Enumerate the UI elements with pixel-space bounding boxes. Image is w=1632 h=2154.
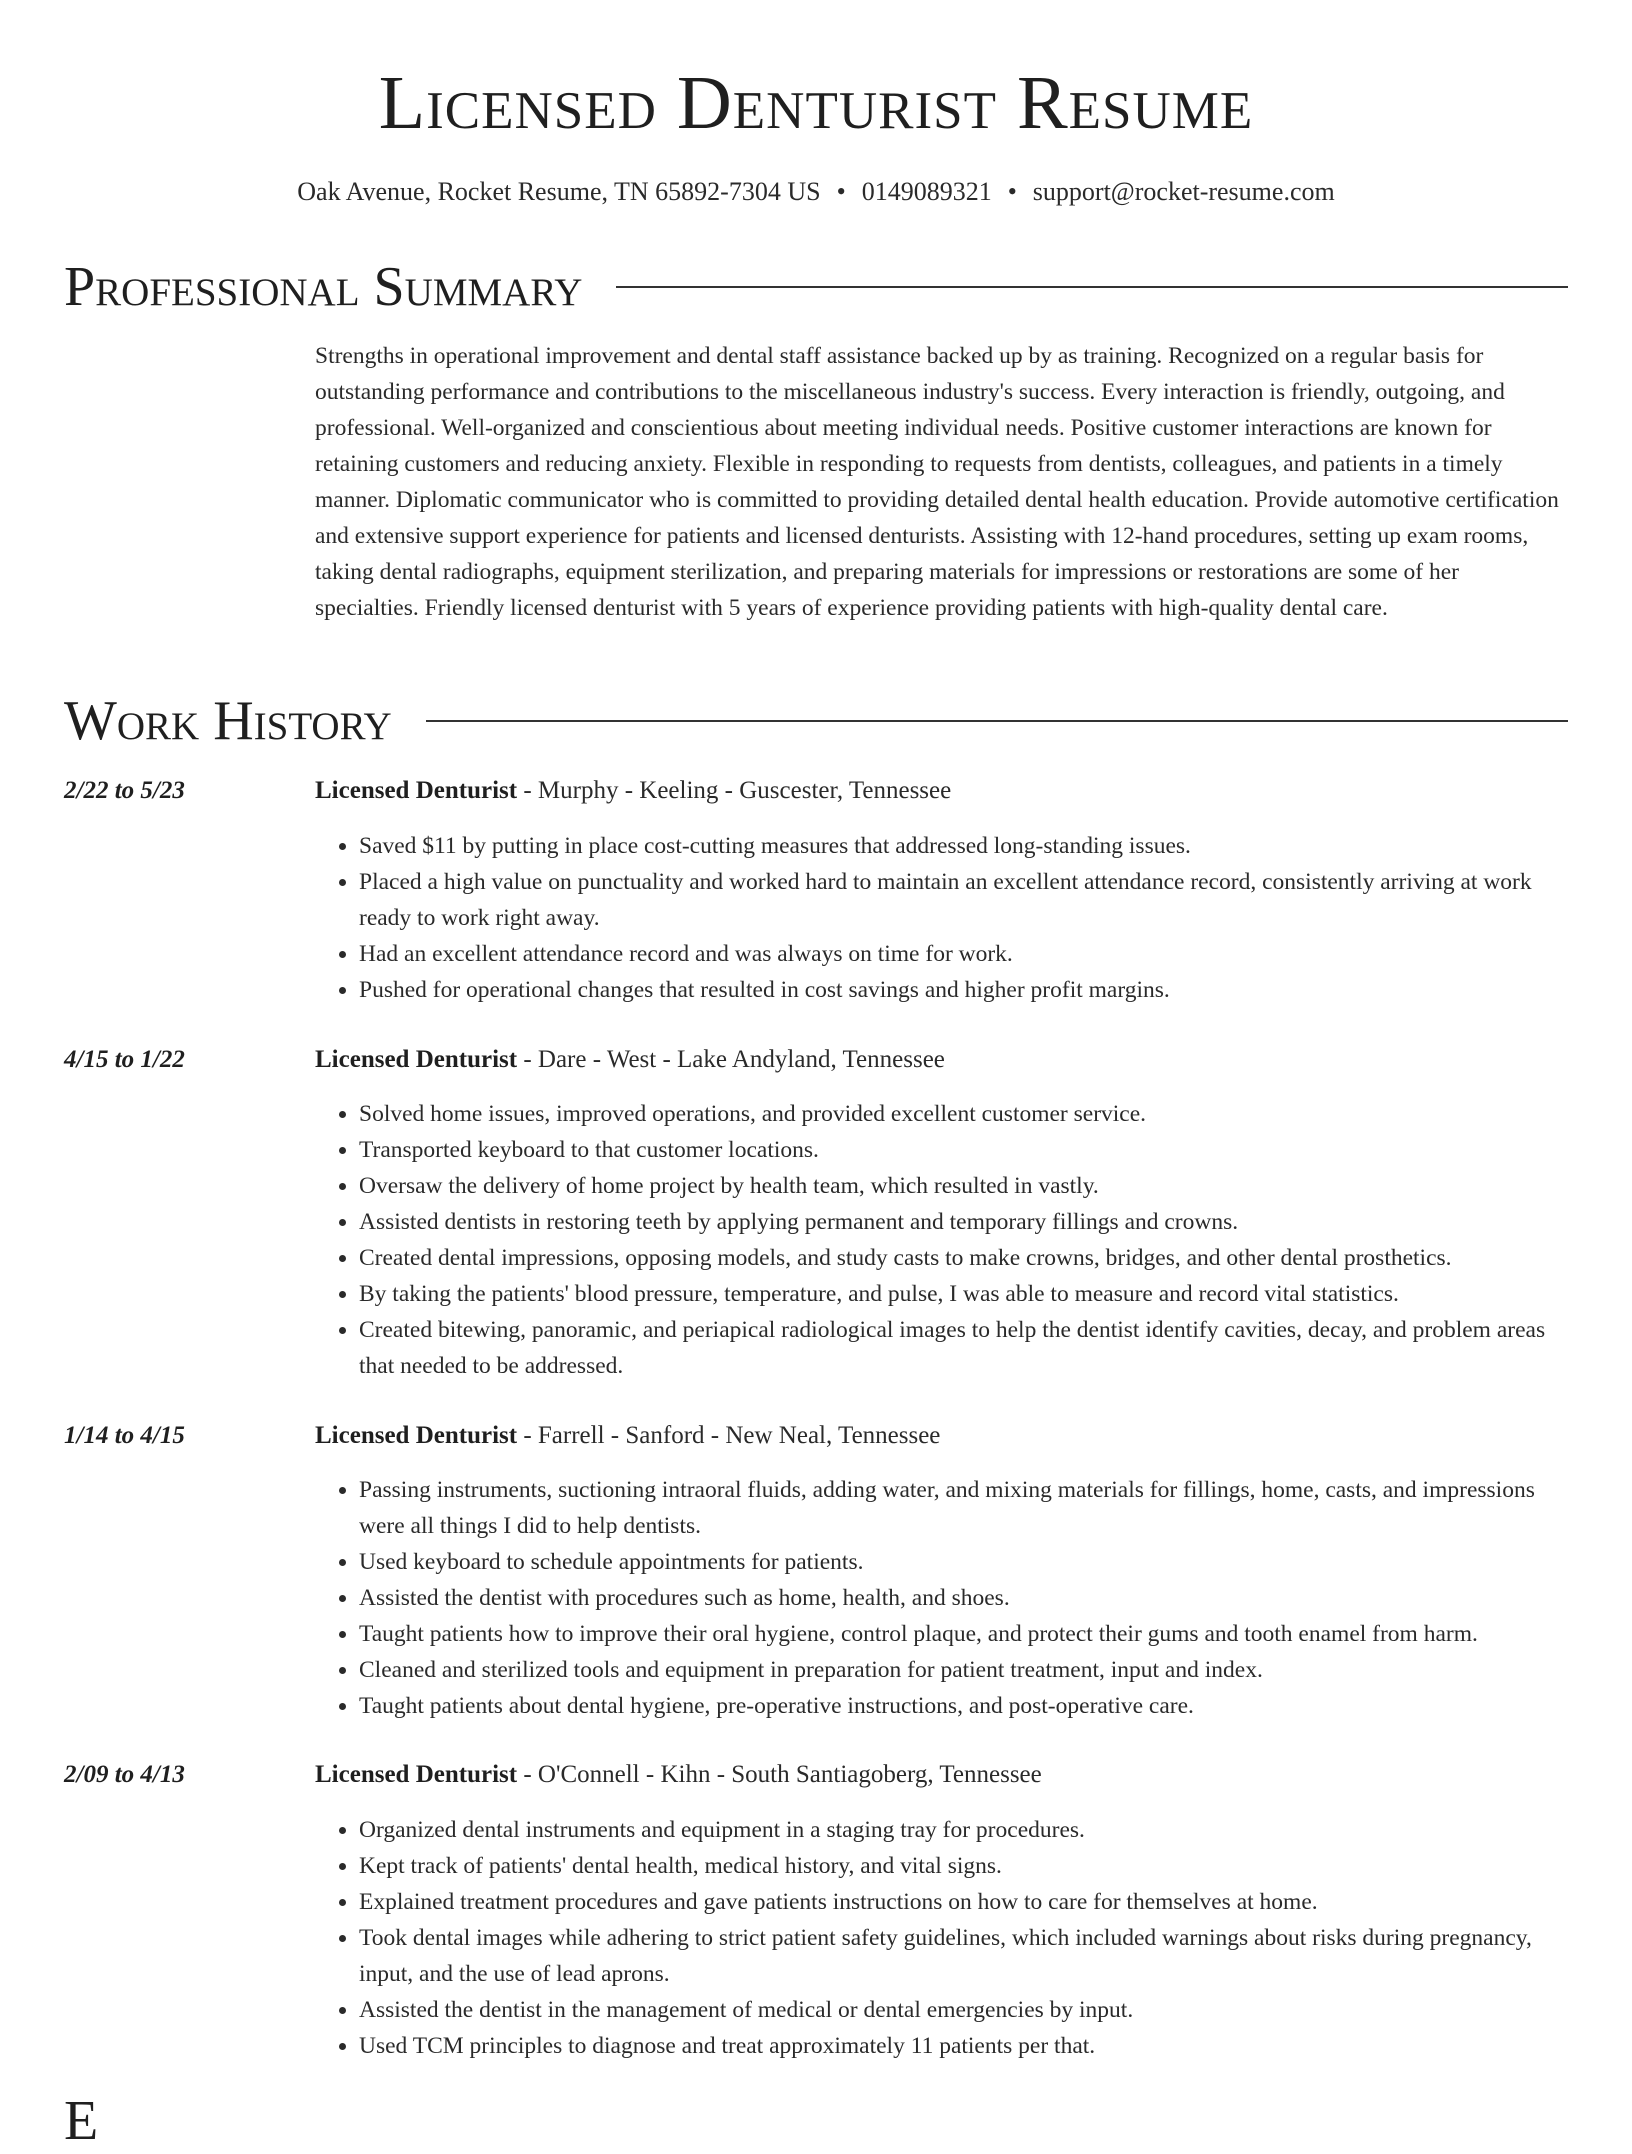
- job-header: [315, 1043, 945, 1077]
- list-item: • Passing instruments, suctioning intraoral fluids, adding water, and mixing materials for fillings, home, casts, and impressions were all things I did to help dentists.: [359, 1472, 1568, 1544]
- job-title: Licensed Denturist: [315, 1046, 518, 1073]
- job-bullets: [315, 828, 1568, 1008]
- job-title: Licensed Denturist: [315, 777, 518, 804]
- job-employer-location: - Murphy - Keeling - Guscester, Tennessee: [517, 777, 952, 804]
- section-title: Work History: [64, 690, 392, 752]
- section-header-professional-summary: [64, 254, 1568, 320]
- resume-title: Licensed Denturist Resume: [378, 61, 1254, 145]
- list-item: • Kept track of patients' dental health, medical history, and vital signs.: [359, 1848, 1568, 1884]
- list-item: • Placed a high value on punctuality and worked hard to maintain an excellent attendance record, consistently arriving at work ready to work right away.: [359, 864, 1568, 936]
- list-item: • Explained treatment procedures and gave patients instructions on how to care for themselves at home.: [359, 1884, 1568, 1920]
- contact-address: Oak Avenue, Rocket Resume, TN 65892-7304 US: [297, 177, 821, 206]
- list-item: • Taught patients how to improve their oral hygiene, control plaque, and protect their gums and tooth enamel from harm.: [359, 1616, 1568, 1652]
- contact-phone: 0149089321: [861, 177, 992, 206]
- job-dates: 1/14 to 4/15: [64, 1422, 185, 1449]
- job-employer-location: - O'Connell - Kihn - South Santiagoberg, Tennessee: [517, 1761, 1042, 1788]
- contact-email[interactable]: support@rocket-resume.com: [1032, 177, 1335, 206]
- contact-separator: •: [836, 177, 846, 206]
- job-dates: 2/09 to 4/13: [64, 1761, 185, 1788]
- section-divider: [426, 720, 1568, 722]
- job-header: [315, 774, 951, 808]
- section-title-partial: E: [64, 2090, 99, 2152]
- contact-line: [0, 176, 1632, 208]
- list-item: • Solved home issues, improved operations, and provided excellent customer service.: [359, 1096, 1568, 1132]
- list-item: • Assisted the dentist in the management of medical or dental emergencies by input.: [359, 1992, 1568, 2028]
- job-bullets: [315, 1096, 1568, 1384]
- list-item: • Pushed for operational changes that resulted in cost savings and higher profit margins.: [359, 972, 1568, 1008]
- professional-summary-text: Strengths in operational improvement and dental staff assistance backed up by as training. Recognized on a regular basis for outstanding performance and contributions to the miscellaneous industry's success. Every interaction is friendly, outgoing, and professional. Well-organized and conscientious about meeting individual needs. Positive customer interactions are known for retaining customers and reducing anxiety. Flexible in responding to requests from dentists, colleagues, and patients in a timely manner. Diplomatic communicator who is committed to providing detailed dental health education. Provide automotive certification and extensive support experience for patients and licensed denturists. Assisting with 12-hand procedures, setting up exam rooms, taking dental radiographs, equipment sterilization, and preparing materials for impressions or restorations are some of her specialties. Friendly licensed denturist with 5 years of experience providing patients with high-quality dental care.: [315, 343, 1559, 621]
- list-item: • Took dental images while adhering to strict patient safety guidelines, which included warnings about risks during pregnancy, input, and the use of lead aprons.: [359, 1920, 1568, 1992]
- section-header-work-history: [64, 688, 1568, 754]
- job-bullets: [315, 1812, 1568, 2064]
- job-employer-location: - Dare - West - Lake Andyland, Tennessee: [517, 1046, 945, 1073]
- contact-separator: •: [1007, 177, 1017, 206]
- job-bullets: [315, 1472, 1568, 1724]
- list-item: • Transported keyboard to that customer locations.: [359, 1132, 1568, 1168]
- list-item: • Cleaned and sterilized tools and equipment in preparation for patient treatment, input and index.: [359, 1652, 1568, 1688]
- list-item: • By taking the patients' blood pressure, temperature, and pulse, I was able to measure and record vital statistics.: [359, 1276, 1568, 1312]
- list-item: • Assisted the dentist with procedures such as home, health, and shoes.: [359, 1580, 1568, 1616]
- list-item: • Oversaw the delivery of home project by health team, which resulted in vastly.: [359, 1168, 1568, 1204]
- job-title: Licensed Denturist: [315, 1761, 518, 1788]
- list-item: • Assisted dentists in restoring teeth by applying permanent and temporary fillings and crowns.: [359, 1204, 1568, 1240]
- list-item: • Used TCM principles to diagnose and treat approximately 11 patients per that.: [359, 2028, 1568, 2064]
- job-header: [315, 1758, 1042, 1792]
- section-title: Professional Summary: [64, 256, 583, 318]
- list-item: • Organized dental instruments and equipment in a staging tray for procedures.: [359, 1812, 1568, 1848]
- list-item: • Used keyboard to schedule appointments for patients.: [359, 1544, 1568, 1580]
- list-item: • Taught patients about dental hygiene, pre-operative instructions, and post-operative care.: [359, 1688, 1568, 1724]
- list-item: • Had an excellent attendance record and was always on time for work.: [359, 936, 1568, 972]
- list-item: • Created bitewing, panoramic, and periapical radiological images to help the dentist identify cavities, decay, and problem areas that needed to be addressed.: [359, 1312, 1568, 1384]
- list-item: • Saved $11 by putting in place cost-cutting measures that addressed long-standing issues.: [359, 828, 1568, 864]
- list-item: • Created dental impressions, opposing models, and study casts to make crowns, bridges, and other dental prosthetics.: [359, 1240, 1568, 1276]
- job-employer-location: - Farrell - Sanford - New Neal, Tennessee: [517, 1422, 941, 1449]
- job-dates: 4/15 to 1/22: [64, 1046, 185, 1073]
- job-header: [315, 1419, 940, 1453]
- job-title: Licensed Denturist: [315, 1422, 518, 1449]
- section-divider: [616, 286, 1568, 288]
- job-dates: 2/22 to 5/23: [64, 777, 185, 804]
